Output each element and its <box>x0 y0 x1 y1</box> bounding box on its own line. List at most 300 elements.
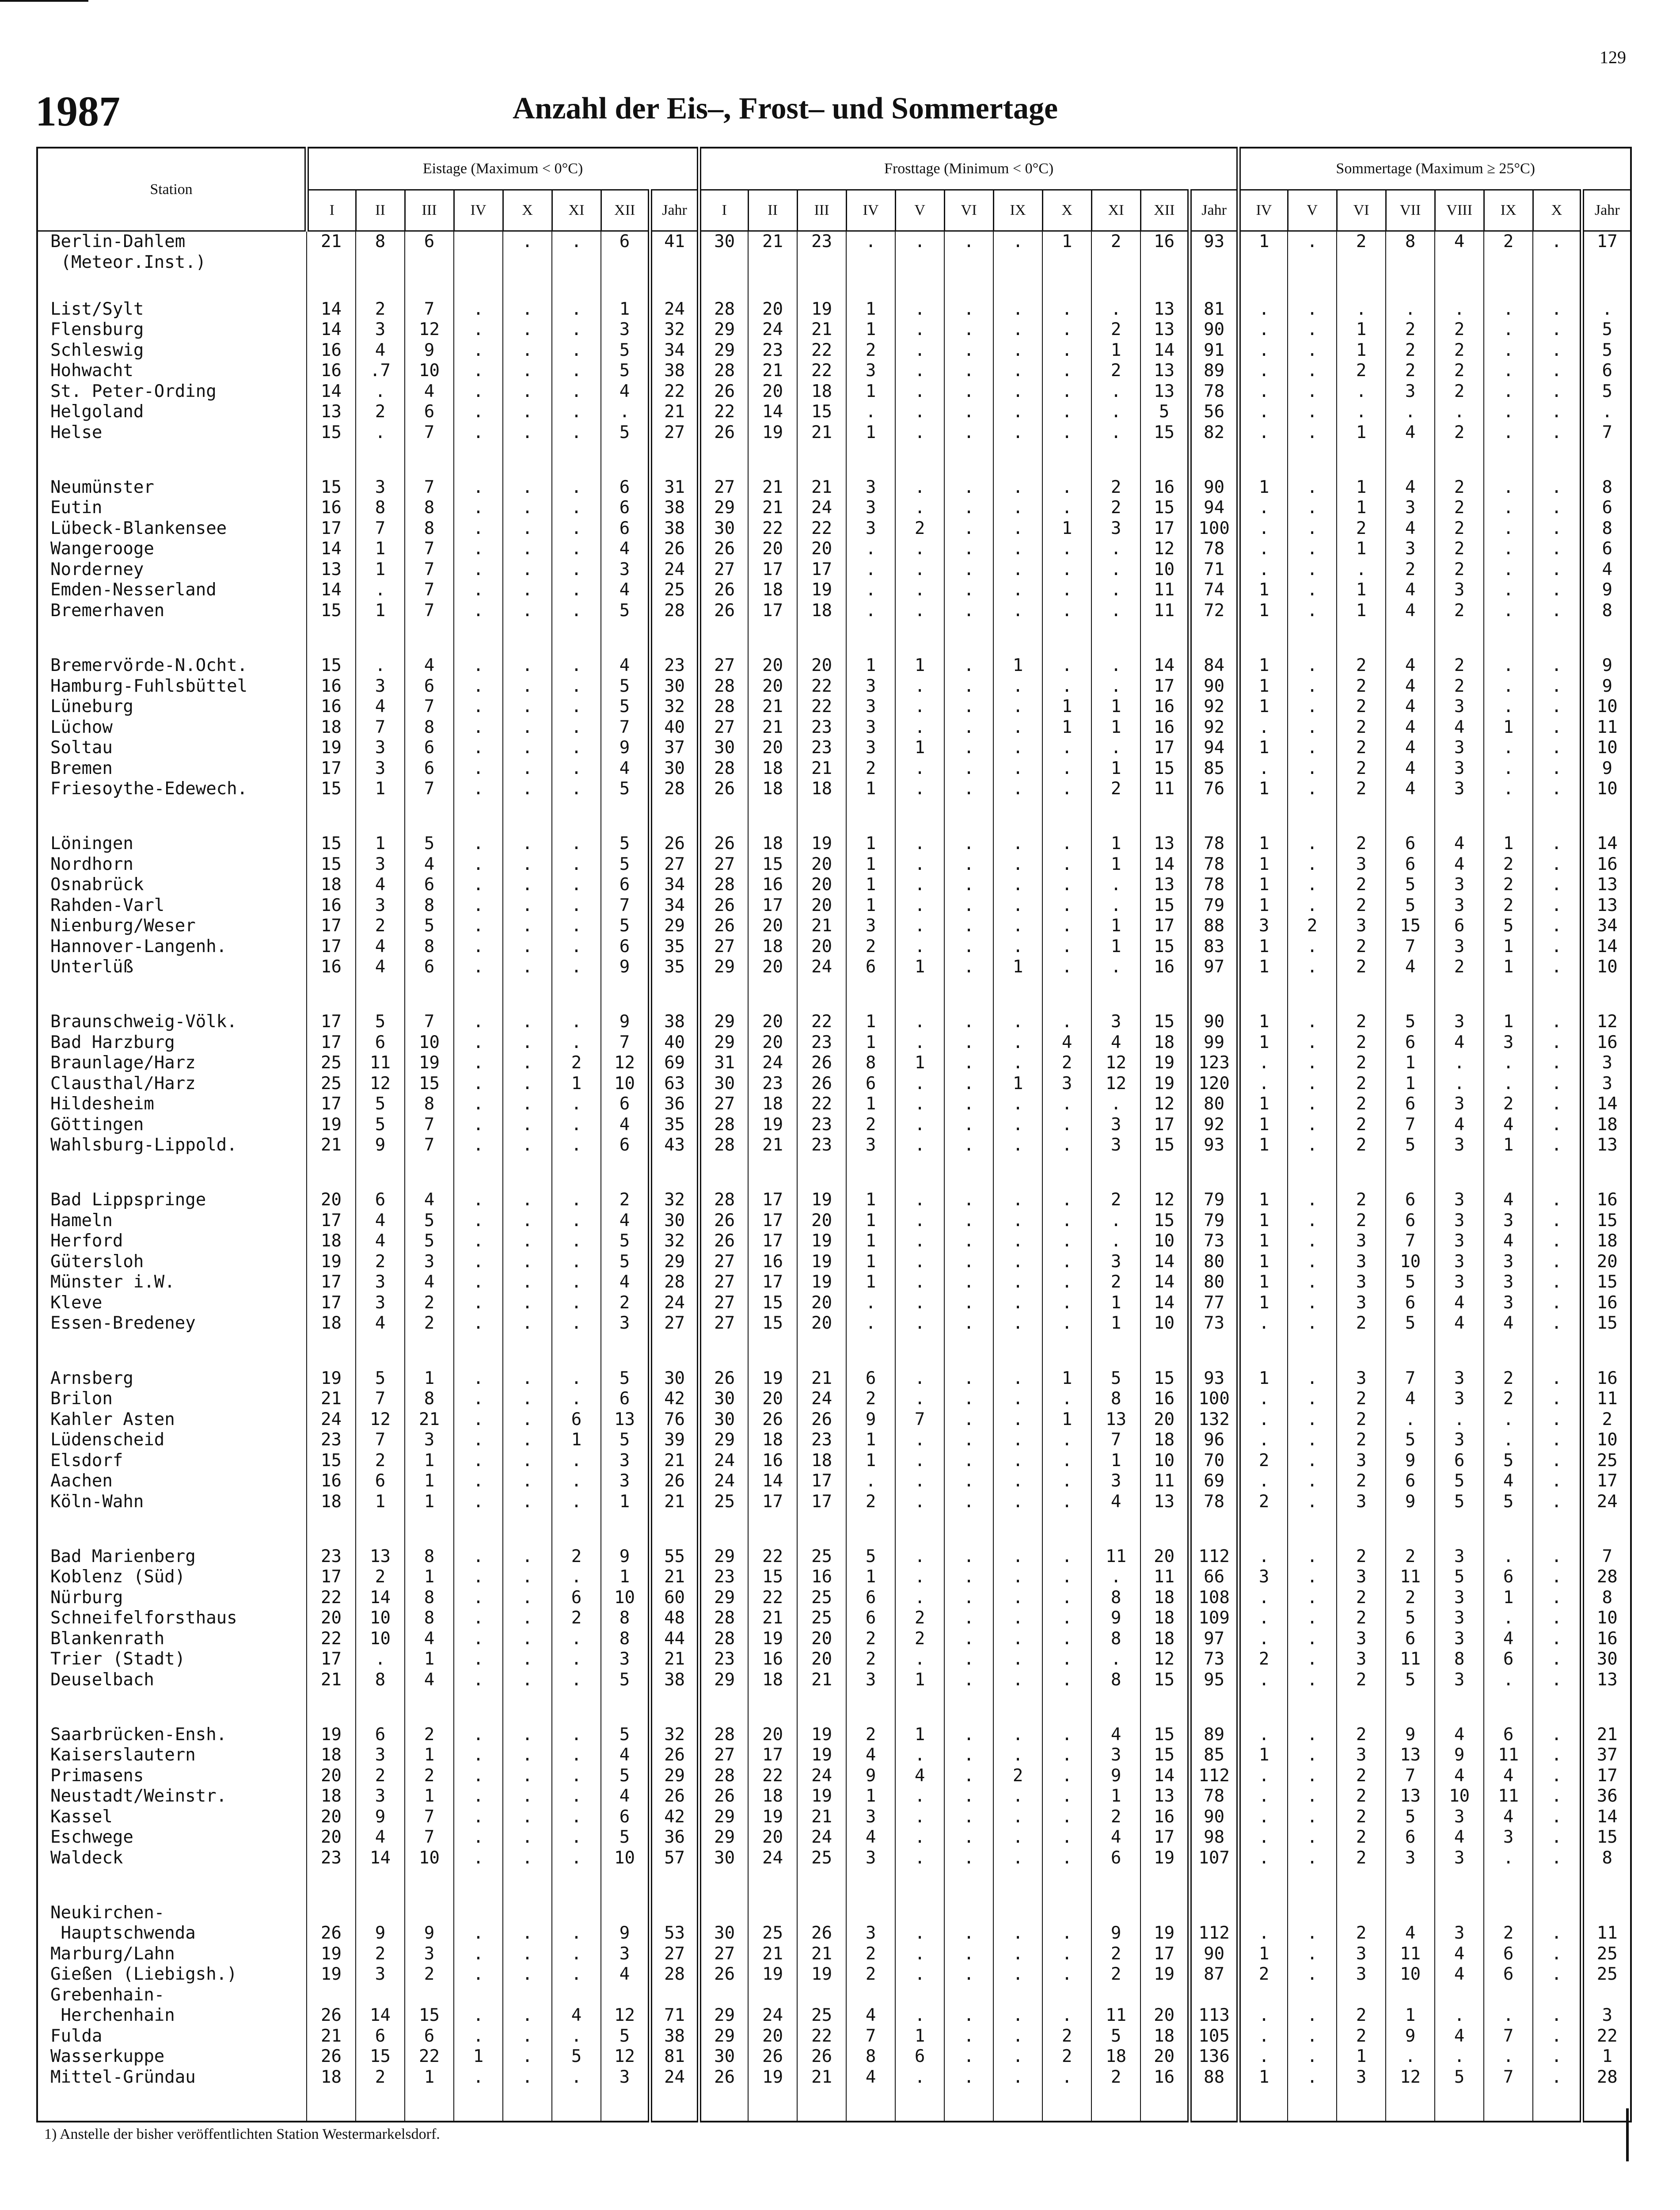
value-column: . 1 . . . . . <box>1239 1720 1288 1898</box>
value-column: . . . . . . . <box>454 829 503 1007</box>
value-column: . . 1 1 . . . <box>1042 651 1091 829</box>
value-column: 112 90 87 113 105 136 88 <box>1190 1898 1239 2122</box>
value-column: . . . . . . . <box>895 295 944 473</box>
value-column: 1 . . . 1 . . <box>895 651 944 829</box>
value-column: 12 16 3 3 14 18 13 <box>1582 1007 1631 1185</box>
value-column: . . . . . . . <box>454 1720 503 1898</box>
value-column: . . . . . . . <box>454 1542 503 1720</box>
value-column: . . . . . . . <box>503 295 552 473</box>
value-column: 15 15 14 13 16 17 19 <box>1140 1720 1190 1898</box>
value-column: 5 5 6 7 5 6 9 <box>601 829 650 1007</box>
value-column: 1 <box>1239 231 1288 295</box>
value-column: 20 11 18 18 18 12 15 <box>1140 1542 1190 1720</box>
value-column: 9 3 4 12 5 12 3 <box>601 1898 650 2122</box>
value-column: 26 27 34 34 29 35 35 <box>650 829 699 1007</box>
value-column: . <box>944 231 993 295</box>
value-column: . . . . . . . <box>1533 473 1582 651</box>
station-group <box>37 231 1631 295</box>
value-column: 13 2 14 10 10 . 8 <box>356 1542 405 1720</box>
value-column: 1 1 1 1 3 1 1 <box>1239 829 1288 1007</box>
col-header: III <box>797 190 846 231</box>
value-column: . 2 2 2 3 . 4 <box>1386 295 1435 473</box>
value-column: . . . . . . . <box>454 295 503 473</box>
value-column: 12 15 10 14 14 14 10 <box>1140 1185 1190 1364</box>
value-column: . . . . . . . <box>1288 1542 1337 1720</box>
value-column: 19 21 22 22 18 15 21 <box>797 295 846 473</box>
value-column: 78 78 78 79 88 83 97 <box>1190 829 1239 1007</box>
station-names: Berlin-Dahlem (Meteor.Inst.) <box>50 232 206 272</box>
value-column: . . . . . . . <box>1533 651 1582 829</box>
value-column: 20 24 23 21 20 14 19 <box>748 295 797 473</box>
value-column: 5 7 12 7 2 6 1 <box>356 1364 405 1542</box>
value-column: 15 16 20 18 10 11 13 <box>1140 1364 1190 1542</box>
station-group <box>37 651 1631 829</box>
value-column: 41 <box>650 231 699 295</box>
year-heading: 1987 <box>35 88 120 135</box>
value-column: . . . . . . . <box>1288 295 1337 473</box>
value-column: 4 3 4 3 3 3 4 <box>1484 1185 1533 1364</box>
value-column: . . . . . . . <box>1288 1007 1337 1185</box>
value-column: 2 <box>1484 231 1533 295</box>
value-column: 21 <box>748 231 797 295</box>
value-column: . . . . . . . <box>1288 473 1337 651</box>
station-header: Station <box>37 148 307 231</box>
col-header: I <box>307 190 356 231</box>
value-column: . . . . . . . <box>1042 829 1091 1007</box>
value-column: 9 13 7 13 5 6 3 <box>1386 1720 1435 1898</box>
value-column: 93 <box>1190 231 1239 295</box>
page-number: 129 <box>1600 47 1626 67</box>
value-column: 38 40 69 63 36 35 43 <box>650 1007 699 1185</box>
value-column: 1 3 . . 2 4 1 <box>1484 1007 1533 1185</box>
value-column: . 1 1 2 . . 1 <box>1337 295 1386 473</box>
value-column: 1 3 5 5 4 . 5 <box>601 295 650 473</box>
value-column: 6 <box>601 231 650 295</box>
value-column: 2 3 2 2 3 3 2 <box>1337 1542 1386 1720</box>
col-header: V <box>895 190 944 231</box>
value-column: . 1 2 . . . 1 <box>1239 1898 1288 2122</box>
value-column: 2 4 5 5 4 2 3 <box>601 1185 650 1364</box>
value-column: 30 27 26 29 29 30 26 <box>699 1898 748 2122</box>
value-column: . . . . . . . <box>552 295 601 473</box>
value-column: 3 4 12 12 . 3 3 <box>1091 1007 1140 1185</box>
value-column: 15 18 19 19 12 17 15 <box>1140 1007 1190 1185</box>
value-column: 19 20 19 19 19 20 20 <box>797 1185 846 1364</box>
value-column: 6 4 4 2 3 3 4 <box>356 1185 405 1364</box>
value-column: 27 29 30 26 27 26 26 <box>699 473 748 651</box>
value-column: . . . . . . . <box>503 1007 552 1185</box>
value-column: . . . . . . . <box>1484 295 1533 473</box>
value-column: 55 21 60 48 44 21 38 <box>650 1542 699 1720</box>
value-column <box>454 231 503 295</box>
value-column: 13 13 14 13 13 5 15 <box>1140 295 1190 473</box>
value-column: 9 2 3 14 6 15 2 <box>356 1898 405 2122</box>
value-column: . <box>1533 231 1582 295</box>
value-column: 5 6 13 5 3 3 1 <box>601 1364 650 1542</box>
value-column: 15 16 17 14 13 14 15 <box>307 473 356 651</box>
sommertage-header: Sommertage (Maximum ≥ 25°C) <box>1239 148 1631 190</box>
value-column: . . . . . . . <box>1533 1185 1582 1364</box>
value-column: 1 3 4 3 2 4 4 <box>356 829 405 1007</box>
value-column: . . . . . . . <box>993 1898 1042 2122</box>
value-column: . . . . . . . <box>1533 1542 1582 1720</box>
value-column: . . . . . . . <box>993 1364 1042 1542</box>
value-column: . 5 5 6 5 . 7 <box>1582 295 1631 473</box>
value-column: 4 4 4 4 4 4 4 <box>1386 651 1435 829</box>
value-column: . . . . . . . <box>454 651 503 829</box>
value-column: 3 3 . 3 6 5 5 <box>1435 1364 1484 1542</box>
value-column: 6 3 2 3 9 4 14 <box>356 1720 405 1898</box>
value-column: . . . . . . . <box>993 1542 1042 1720</box>
station-names: Bad Lippspringe Hameln Herford Gütersloh Münster i.W. Kleve Essen-Bredeney <box>50 1190 206 1334</box>
value-column: . . . . . . . <box>552 1185 601 1364</box>
col-header: II <box>356 190 405 231</box>
value-column: 19 21 24 23 15 16 18 <box>307 1364 356 1542</box>
value-column: 2 11 2 5 6 11 5 <box>1386 1542 1435 1720</box>
value-column: . . . . . . . <box>944 1364 993 1542</box>
value-column: 17 17 17 16 17 15 15 <box>748 1185 797 1364</box>
col-header: Jahr <box>650 190 699 231</box>
value-column: 9 1 10 8 8 3 5 <box>601 1542 650 1720</box>
value-column: . . . . . . . <box>1042 1185 1091 1364</box>
value-column: . . . . . . . <box>1288 1364 1337 1542</box>
value-column: 26 27 28 26 26 27 29 <box>699 829 748 1007</box>
value-column: . . . . . . . <box>1239 295 1288 473</box>
value-column: . . 1 1 . 1 2 <box>1091 651 1140 829</box>
station-names: List/Sylt Flensburg Schleswig Hohwacht St. Peter-Ording Helgoland Helse <box>50 299 217 442</box>
station-names: Braunschweig-Völk. Bad Harzburg Braunlage/Harz Clausthal/Harz Hildesheim Göttingen Wahlsburg-Lippold. <box>50 1012 237 1155</box>
value-column: . . 1 . . . . <box>1042 473 1091 651</box>
value-column: 1 1 1 . 1 . 1 <box>1239 651 1288 829</box>
station-group <box>37 1898 1631 2122</box>
value-column: 29 23 29 28 28 23 29 <box>699 1542 748 1720</box>
station-group <box>37 1185 1631 1364</box>
value-column: . . . 2 2 . 1 <box>895 1542 944 1720</box>
value-column: 79 79 73 80 80 77 73 <box>1190 1185 1239 1364</box>
value-column: 3 2 2 4 7 8 4 <box>846 1898 895 2122</box>
value-column: . . . . . . . <box>454 473 503 651</box>
value-column: 24 32 34 38 22 21 27 <box>650 295 699 473</box>
value-column: 90 94 100 78 71 74 72 <box>1190 473 1239 651</box>
value-column: . . . . . . . <box>944 651 993 829</box>
value-column: 16 11 2 10 25 17 24 <box>1582 1364 1631 1542</box>
value-column: . 3 . . . 2 . <box>1239 1542 1288 1720</box>
value-column: . . . . . . . <box>944 295 993 473</box>
value-column: 21 <box>307 231 356 295</box>
value-column: 1 . 1 . . . . <box>1042 1364 1091 1542</box>
value-column: . . . . . . . <box>503 473 552 651</box>
col-header: Jahr <box>1582 190 1631 231</box>
value-column: . . . . . . . <box>944 829 993 1007</box>
station-names: Bremervörde-N.Ocht. Hamburg-Fuhlsbüttel Lüneburg Lüchow Soltau Bremen Friesoythe-Edewech. <box>50 655 248 799</box>
value-column: . . 2 . . . . <box>895 473 944 651</box>
value-column: 2 2 2 2 2 3 2 <box>1435 473 1484 651</box>
value-column: 7 28 8 10 16 30 13 <box>1582 1542 1631 1720</box>
value-column: . . . . . 1 . <box>454 1898 503 2122</box>
value-column: 81 90 91 89 78 56 82 <box>1190 295 1239 473</box>
value-column: . . . . . . . <box>552 1720 601 1898</box>
value-column: 13 14 13 15 17 15 16 <box>1140 829 1190 1007</box>
value-column: . . . . . . . <box>454 1185 503 1364</box>
value-column: 11 . 8 9 8 . 8 <box>1091 1542 1140 1720</box>
value-column: 2 2 3 4 3 3 3 <box>1435 651 1484 829</box>
value-column: 23 <box>797 231 846 295</box>
value-column: 4 4 3 3 6 3 2 <box>1435 829 1484 1007</box>
value-column: . . . . . . . <box>944 1542 993 1720</box>
value-column: 8 6 8 6 4 9 8 <box>1582 473 1631 651</box>
value-column: 90 99 123 120 80 92 93 <box>1190 1007 1239 1185</box>
value-column: 21 37 17 36 14 15 8 <box>1582 1720 1631 1898</box>
value-column: . . . 1 . . . <box>993 1007 1042 1185</box>
value-column: . . . . . . . <box>1533 1898 1582 2122</box>
value-column: 1 . . . . . . <box>993 651 1042 829</box>
value-column: 4 <box>1435 231 1484 295</box>
value-column: . . 7 . . . . <box>895 1364 944 1542</box>
value-column: 1 1 1 1 1 1 . <box>1239 1185 1288 1364</box>
value-column: 22 23 26 26 22 23 23 <box>797 1007 846 1185</box>
col-header: IX <box>993 190 1042 231</box>
value-column: 32 30 32 29 28 24 27 <box>650 1185 699 1364</box>
value-column: 14 16 13 13 34 14 10 <box>1582 829 1631 1007</box>
value-column: 21 24 22 20 17 19 18 <box>797 473 846 651</box>
value-column: 32 26 29 26 42 36 57 <box>650 1720 699 1898</box>
value-column: . . . . . . . <box>503 1542 552 1720</box>
value-column: . . . . . . . <box>895 1185 944 1364</box>
station-names: Neumünster Eutin Lübeck-Blankensee Wangerooge Norderney Emden-Nesserland Bremerhaven <box>50 477 227 621</box>
page-title: Anzahl der Eis–, Frost– und Sommertage <box>513 91 1058 126</box>
value-column: 9 9 10 11 10 9 10 <box>1582 651 1631 829</box>
station-names: Löningen Nordhorn Osnabrück Rahden-Varl Nienburg/Weser Hannover-Langenh. Unterlüß <box>50 834 227 977</box>
value-column: 5 4 6 8 5 8 6 <box>405 829 454 1007</box>
value-column: . <box>503 231 552 295</box>
value-column: . . . . . . . <box>944 473 993 651</box>
value-column: 26 21 19 25 22 26 21 <box>797 1898 846 2122</box>
value-column: 21 21 22 20 17 18 17 <box>748 473 797 651</box>
value-column: . . 2 . . . . <box>993 1720 1042 1898</box>
col-header: IV <box>846 190 895 231</box>
value-column: 5 6 1 1 6 7 5 <box>1386 1007 1435 1185</box>
station-group <box>37 473 1631 651</box>
value-column: . . . . . . . <box>1484 473 1533 651</box>
value-column: 1 . 4 . . . . <box>895 1720 944 1898</box>
value-column: 20 17 18 19 17 17 18 <box>307 1185 356 1364</box>
station-group <box>37 1720 1631 1898</box>
value-column: . . . . . . . <box>503 1364 552 1542</box>
frosttage-header: Frosttage (Minimum < 0°C) <box>699 148 1239 190</box>
value-column: 19 20 20 20 21 20 24 <box>797 829 846 1007</box>
value-column: . <box>846 231 895 295</box>
value-column: 2 3 4 .7 . 2 . <box>356 295 405 473</box>
value-column: 2 2 3 3 3 3 2 <box>1337 1185 1386 1364</box>
station-group <box>37 829 1631 1007</box>
col-header: II <box>748 190 797 231</box>
value-column: . . . 4 . 5 . <box>552 1898 601 2122</box>
value-column: 2 2 . . 5 4 5 <box>1484 1364 1533 1542</box>
value-column: 25 21 19 24 20 26 19 <box>748 1898 797 2122</box>
value-column: . . . . . . . <box>1533 1007 1582 1185</box>
value-column: 22 15 22 21 19 16 18 <box>748 1542 797 1720</box>
value-column: . . . . . . . <box>993 473 1042 651</box>
col-header: VI <box>944 190 993 231</box>
value-column: . <box>895 231 944 295</box>
value-column: . . 6 1 . . . <box>552 1364 601 1542</box>
value-column: 15 16 16 18 19 17 15 <box>307 651 356 829</box>
value-column: 17 <box>1582 231 1631 295</box>
value-column: 8 <box>1386 231 1435 295</box>
col-header: IV <box>454 190 503 231</box>
value-column: 4 11 10 1 9 . 12 <box>1386 1898 1435 2122</box>
value-column: 2 3 3 2 2 1 3 <box>1337 1898 1386 2122</box>
value-column: 1 1 1 1 3 2 6 <box>846 829 895 1007</box>
value-column: 3 3 3 3 3 4 4 <box>1435 1185 1484 1364</box>
value-column: . . . . . . . <box>993 295 1042 473</box>
value-column: . . . . . . . <box>1533 829 1582 1007</box>
value-column: . . . . . . . <box>1533 1720 1582 1898</box>
value-column: . . . . . . 1 <box>895 829 944 1007</box>
value-column: . . . . . . . <box>1288 1720 1337 1898</box>
col-header: VII <box>1386 190 1435 231</box>
value-column: 5 8 13 7 1 3 4 <box>1091 1364 1140 1542</box>
value-column: . . . . . . . <box>503 1720 552 1898</box>
value-column: 6 <box>405 231 454 295</box>
value-column: 1 1 2 3 1 . 1 <box>846 295 895 473</box>
value-column: 9 3 2 15 6 22 1 <box>405 1898 454 2122</box>
station-group <box>37 295 1631 473</box>
value-column: 1 1 2 1 . 1 1 <box>1337 473 1386 651</box>
value-column: . . . . . . . <box>503 1898 552 2122</box>
value-column: 19 17 19 20 18 20 16 <box>1140 1898 1190 2122</box>
value-column: . . . . 1 6 . <box>895 1898 944 2122</box>
value-column: 5 4 5 4 6 5 10 <box>601 1720 650 1898</box>
value-column: 4 3 9 1 2 4 6 <box>1091 1720 1140 1898</box>
value-column: 21 24 26 23 18 17 17 <box>797 1364 846 1542</box>
value-column: . . . . . . . <box>503 1185 552 1364</box>
col-header: V <box>1288 190 1337 231</box>
value-column: 1 1 . . 1 1 . <box>1091 829 1140 1007</box>
value-column: 19 20 26 18 16 14 17 <box>748 1364 797 1542</box>
value-column: 26 30 30 29 24 24 25 <box>699 1364 748 1542</box>
value-column: 2 2 3 . . . . <box>1091 473 1140 651</box>
value-column: 84 90 92 92 94 85 76 <box>1190 651 1239 829</box>
value-column: 2 <box>1337 231 1386 295</box>
value-column: 7 4 . 5 9 6 9 <box>1386 1364 1435 1542</box>
value-column: 4 9 4 10 3 4 3 <box>1435 1720 1484 1898</box>
data-table <box>36 147 1632 2122</box>
value-column: 6 6 7 10 5 6 5 <box>1386 1185 1435 1364</box>
value-column: . . . . . . . <box>1042 295 1091 473</box>
right-rule <box>1626 2108 1629 2161</box>
value-column: 112 66 108 109 97 73 95 <box>1190 1542 1239 1720</box>
eistage-header: Eistage (Maximum < 0°C) <box>307 148 699 190</box>
value-column: 14 17 16 16 17 15 11 <box>1140 651 1190 829</box>
value-column: . 4 2 3 . . . <box>1042 1007 1091 1185</box>
value-column: 6 2 9 1 1 . 2 <box>846 1364 895 1542</box>
value-column: 6 11 4 11 4 3 . <box>1484 1720 1533 1898</box>
value-column: 17 17 25 25 17 19 21 <box>307 1007 356 1185</box>
value-column: 89 85 112 78 90 98 107 <box>1190 1720 1239 1898</box>
station-names: Arnsberg Brilon Kahler Asten Lüdenscheid Elsdorf Aachen Köln-Wahn <box>50 1368 175 1512</box>
value-column: 1 2 2 2 5 1 1 <box>1484 829 1533 1007</box>
value-column: 3 8 7 1 1 . 1 <box>356 473 405 651</box>
value-column: 2 6 6 . 7 . 7 <box>1484 1898 1533 2122</box>
value-column: 30 42 76 39 21 26 21 <box>650 1364 699 1542</box>
value-column: . . . . . . . <box>454 1364 503 1542</box>
value-column: 3 4 . . 3 4 3 <box>1435 1007 1484 1185</box>
value-column: . . . . . . . <box>1288 1898 1337 2122</box>
value-column: 2 <box>1091 231 1140 295</box>
value-column: 23 17 22 20 22 17 21 <box>307 1542 356 1720</box>
value-column: 7 12 9 10 4 6 7 <box>405 295 454 473</box>
col-header: XII <box>601 190 650 231</box>
value-column: . . . . . . . <box>552 651 601 829</box>
value-column: 28 27 28 26 29 29 30 <box>699 1720 748 1898</box>
value-column: . . . . . . . <box>944 1007 993 1185</box>
value-column: 53 27 28 71 38 81 24 <box>650 1898 699 2122</box>
value-column: 1 1 8 6 1 2 3 <box>846 1007 895 1185</box>
value-column: . . . . . . . <box>552 829 601 1007</box>
value-column: 1 . . . 2 . 2 <box>1239 1364 1288 1542</box>
value-column: . . . . . . . <box>1042 1720 1091 1898</box>
value-column: 20 22 22 23 23 21 18 <box>797 651 846 829</box>
value-column: 1 1 1 1 1 . . <box>846 1185 895 1364</box>
value-column: . . . . . . . <box>1533 1364 1582 1542</box>
value-column: 29 29 31 30 27 28 28 <box>699 1007 748 1185</box>
value-column: . 3 4 7 3 3 1 <box>356 651 405 829</box>
value-column: 1 1 . . 1 1 1 <box>1239 1007 1288 1185</box>
value-column: 4 5 5 7 9 4 5 <box>601 651 650 829</box>
col-header: XI <box>552 190 601 231</box>
value-column: . . 2 1 . . . <box>552 1007 601 1185</box>
footnote: 1) Anstelle der bisher veröffentlichten Station Westermarkelsdorf. <box>44 2126 440 2142</box>
value-column: 9 7 12 10 6 4 6 <box>601 1007 650 1185</box>
value-column: 19 18 20 18 20 20 23 <box>307 1720 356 1898</box>
value-column: 3 2 2 2 3 2 3 <box>1337 1364 1386 1542</box>
value-column: 11 25 25 3 22 1 28 <box>1582 1898 1631 2122</box>
value-column: 1 <box>1042 231 1091 295</box>
value-column: . . . . . . . <box>454 1007 503 1185</box>
station-names: Saarbrücken-Ensh. Kaiserslautern Primasens Neustadt/Weinstr. Kassel Eschwege Waldeck <box>50 1724 227 1868</box>
value-column: 2 . . 3 2 1 1 <box>1091 1185 1140 1364</box>
value-column: . . . . . . . <box>944 1185 993 1364</box>
col-header: Jahr <box>1190 190 1239 231</box>
col-header: X <box>1042 190 1091 231</box>
col-header: VI <box>1337 190 1386 231</box>
value-column: 4 3 4 3 2 4 4 <box>1386 473 1435 651</box>
value-column: . . . . . . . <box>503 651 552 829</box>
value-column: 2 2 2 2 2 2 2 <box>1337 651 1386 829</box>
col-header: IX <box>1484 190 1533 231</box>
value-column: 4 5 5 3 4 2 2 <box>405 1185 454 1364</box>
value-column: 20 20 24 23 18 19 21 <box>748 1007 797 1185</box>
value-column: . . . . . . 1 <box>993 829 1042 1007</box>
value-column: 4 6 7 8 6 6 7 <box>405 651 454 829</box>
value-column: 2 3 2 2 3 2 2 <box>1337 829 1386 1007</box>
value-column: 3 5 3 3 3 8 3 <box>1435 1542 1484 1720</box>
value-column: 30 <box>699 231 748 295</box>
value-column: 6 6 6 4 3 4 5 <box>601 473 650 651</box>
top-rule <box>0 0 88 2</box>
value-column: 7 8 8 7 7 7 7 <box>405 473 454 651</box>
value-column: 3 3 3 . . . . <box>846 473 895 651</box>
value-column: . 6 1 . 4 6 . <box>1484 1542 1533 1720</box>
value-column: 14 14 16 16 14 13 15 <box>307 295 356 473</box>
value-column: . . . . . . . <box>1533 295 1582 473</box>
value-column: 6 6 5 5 15 7 4 <box>1386 829 1435 1007</box>
value-column: . . . . . . . <box>1288 1185 1337 1364</box>
col-header: I <box>699 190 748 231</box>
value-column: . <box>993 231 1042 295</box>
value-column: 2 3 2 2 2 2 2 <box>1337 1720 1386 1898</box>
